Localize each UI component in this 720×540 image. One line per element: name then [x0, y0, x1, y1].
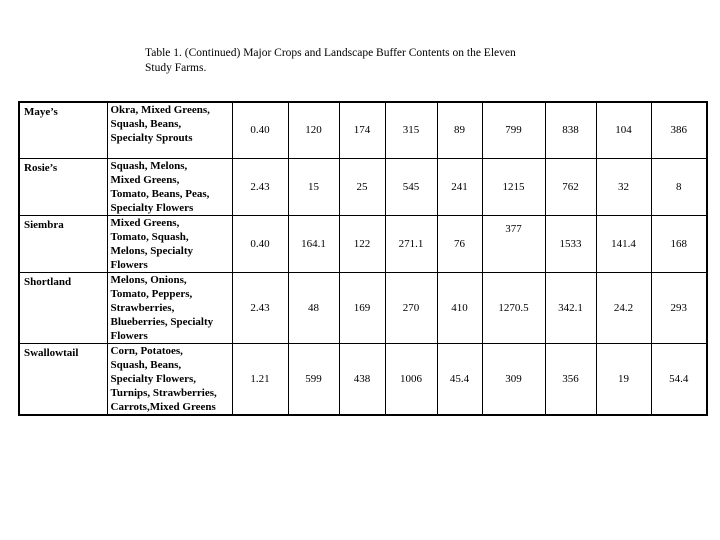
crop-line: Melons, Onions,	[110, 273, 187, 286]
value-cell: 1.21	[232, 343, 288, 415]
value-cell: 762	[545, 158, 596, 215]
crop-line: Specialty Flowers	[110, 201, 194, 214]
value-cell: 169	[339, 272, 385, 343]
crop-line: Strawberries,	[110, 301, 175, 314]
table-row	[19, 158, 707, 215]
value-cell: 1006	[385, 343, 437, 415]
crop-line: Okra, Mixed Greens,	[110, 104, 210, 116]
value-cell: 2.43	[232, 158, 288, 215]
value-cell: 120	[288, 102, 339, 158]
value-cell: 174	[339, 102, 385, 158]
value-cell: 1215	[482, 158, 545, 215]
value-cell: 32	[596, 158, 651, 215]
value-cell: 241	[437, 158, 482, 215]
crop-line: Squash, Beans,	[110, 358, 182, 371]
caption-line-1: Table 1. (Continued) Major Crops and Landscape Buffer Contents on the Eleven	[145, 47, 516, 59]
value-cell: 342.1	[545, 272, 596, 343]
crop-line: Carrots,Mixed Greens	[110, 400, 216, 413]
value-cell: 799	[482, 102, 545, 158]
value-cell: 76	[437, 215, 482, 272]
crop-line: Mixed Greens,	[110, 173, 180, 186]
crop-line: Turnips, Strawberries,	[110, 386, 217, 399]
value-cell: 438	[339, 343, 385, 415]
value-cell: 89	[437, 102, 482, 158]
crops-cell	[107, 343, 232, 415]
crop-line: Flowers	[110, 329, 148, 342]
farm-name-cell: Rosie’s	[19, 158, 107, 215]
value-cell: 0.40	[232, 215, 288, 272]
table-row	[19, 102, 707, 158]
value-cell: 25	[339, 158, 385, 215]
farm-name-cell: Swallowtail	[19, 343, 107, 415]
caption-line-2: Study Farms.	[145, 62, 207, 74]
crops-cell	[107, 215, 232, 272]
table-caption	[145, 46, 565, 76]
table-row	[19, 215, 707, 272]
value-cell: 54.4	[651, 343, 707, 415]
crops-cell	[107, 158, 232, 215]
crop-line: Specialty Flowers,	[110, 372, 197, 385]
table-row	[19, 343, 707, 415]
crop-line: Squash, Melons,	[110, 159, 188, 172]
farm-name-cell: Maye’s	[19, 102, 107, 158]
value-cell: 1270.5	[482, 272, 545, 343]
value-cell: 104	[596, 102, 651, 158]
value-cell: 410	[437, 272, 482, 343]
crop-line: Corn, Potatoes,	[110, 344, 183, 357]
value-cell: 19	[596, 343, 651, 415]
value-cell: 545	[385, 158, 437, 215]
value-cell: 141.4	[596, 215, 651, 272]
farm-name-cell: Shortland	[19, 272, 107, 343]
crop-line: Melons, Specialty	[110, 244, 193, 257]
value-cell: 315	[385, 102, 437, 158]
value-cell: 838	[545, 102, 596, 158]
crop-line: Mixed Greens,	[110, 216, 180, 229]
farm-name-cell: Siembra	[19, 215, 107, 272]
crop-line: Blueberries, Specialty	[110, 315, 214, 328]
value-cell: 45.4	[437, 343, 482, 415]
crop-line: Flowers	[110, 258, 148, 271]
value-cell: 377	[482, 215, 545, 272]
value-cell: 15	[288, 158, 339, 215]
value-cell: 48	[288, 272, 339, 343]
value-cell: 386	[651, 102, 707, 158]
value-cell: 1533	[545, 215, 596, 272]
value-cell: 168	[651, 215, 707, 272]
table-row	[19, 272, 707, 343]
value-cell: 271.1	[385, 215, 437, 272]
crops-table	[18, 101, 708, 416]
value-cell: 164.1	[288, 215, 339, 272]
crops-cell	[107, 102, 232, 158]
value-cell: 293	[651, 272, 707, 343]
value-cell: 356	[545, 343, 596, 415]
crop-line: Tomato, Peppers,	[110, 287, 193, 300]
value-cell: 2.43	[232, 272, 288, 343]
crop-line: Specialty Sprouts	[110, 132, 193, 144]
crop-line: Tomato, Beans, Peas,	[110, 187, 210, 200]
value-cell: 24.2	[596, 272, 651, 343]
value-cell: 599	[288, 343, 339, 415]
crop-line: Squash, Beans,	[110, 118, 182, 130]
value-cell: 122	[339, 215, 385, 272]
value-cell: 8	[651, 158, 707, 215]
crops-cell	[107, 272, 232, 343]
crop-line: Tomato, Squash,	[110, 230, 189, 243]
value-cell: 0.40	[232, 102, 288, 158]
value-cell: 270	[385, 272, 437, 343]
value-cell: 309	[482, 343, 545, 415]
